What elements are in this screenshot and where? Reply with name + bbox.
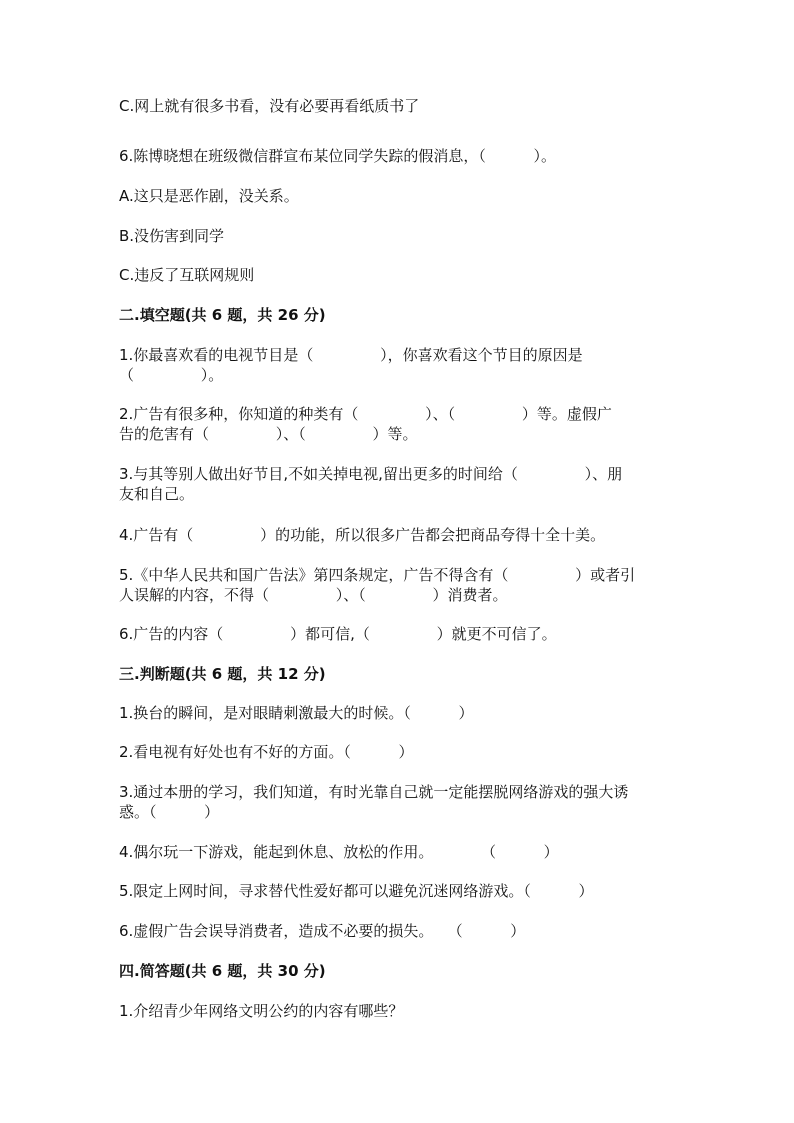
- judge-q5: 5.限定上网时间，寻求替代性爱好都可以避免沉迷网络游戏。（ ）: [119, 882, 594, 900]
- fill-q5-line2: 人误解的内容，不得（ ）、（ ）消费者。: [119, 586, 508, 604]
- judge-q1: 1.换台的瞬间，是对眼睛刺激最大的时候。（ ）: [119, 704, 474, 722]
- fill-q3-line2: 友和自己。: [119, 485, 195, 503]
- section-3-title: 三.判断题(共 6 题，共 12 分): [119, 665, 326, 683]
- judge-q4: 4.偶尔玩一下游戏，能起到休息、放松的作用。 （ ）: [119, 843, 559, 861]
- fill-q6: 6.广告的内容（ ）都可信,（ ）就更不可信了。: [119, 625, 557, 643]
- judge-q3-line1: 3.通过本册的学习，我们知道，有时光靠自己就一定能摆脱网络游戏的强大诱: [119, 783, 629, 801]
- section-2-title: 二.填空题(共 6 题，共 26 分): [119, 306, 326, 324]
- fill-q5-line1: 5.《中华人民共和国广告法》第四条规定，广告不得含有（ ）或者引: [119, 566, 636, 584]
- q5-option-c: C.网上就有很多书看，没有必要再看纸质书了: [119, 97, 420, 115]
- q6-option-c: C.违反了互联网规则: [119, 266, 255, 284]
- q6-option-b: B.没伤害到同学: [119, 227, 225, 245]
- judge-q2: 2.看电视有好处也有不好的方面。（ ）: [119, 743, 414, 761]
- q6-option-a: A.这只是恶作剧，没关系。: [119, 187, 299, 205]
- section-4-title: 四.简答题(共 6 题，共 30 分): [119, 962, 326, 980]
- q6-stem: 6.陈博晓想在班级微信群宣布某位同学失踪的假消息，（ ）。: [119, 147, 556, 165]
- fill-q1-line1: 1.你最喜欢看的电视节目是（ ），你喜欢看这个节目的原因是: [119, 346, 583, 364]
- fill-q1-line2: （ ）。: [119, 366, 224, 384]
- short-q1: 1.介绍青少年网络文明公约的内容有哪些？: [119, 1002, 404, 1020]
- judge-q3-line2: 惑。（ ）: [119, 803, 220, 821]
- judge-q6: 6.虚假广告会误导消费者，造成不必要的损失。 （ ）: [119, 922, 526, 940]
- fill-q2-line2: 告的危害有（ ）、（ ）等。: [119, 425, 418, 443]
- fill-q4: 4.广告有（ ）的功能，所以很多广告都会把商品夸得十全十美。: [119, 526, 606, 544]
- fill-q3-line1: 3.与其等别人做出好节目,不如关掉电视,留出更多的时间给（ ）、朋: [119, 465, 623, 483]
- fill-q2-line1: 2.广告有很多种，你知道的种类有（ ）、（ ）等。虚假广: [119, 405, 612, 423]
